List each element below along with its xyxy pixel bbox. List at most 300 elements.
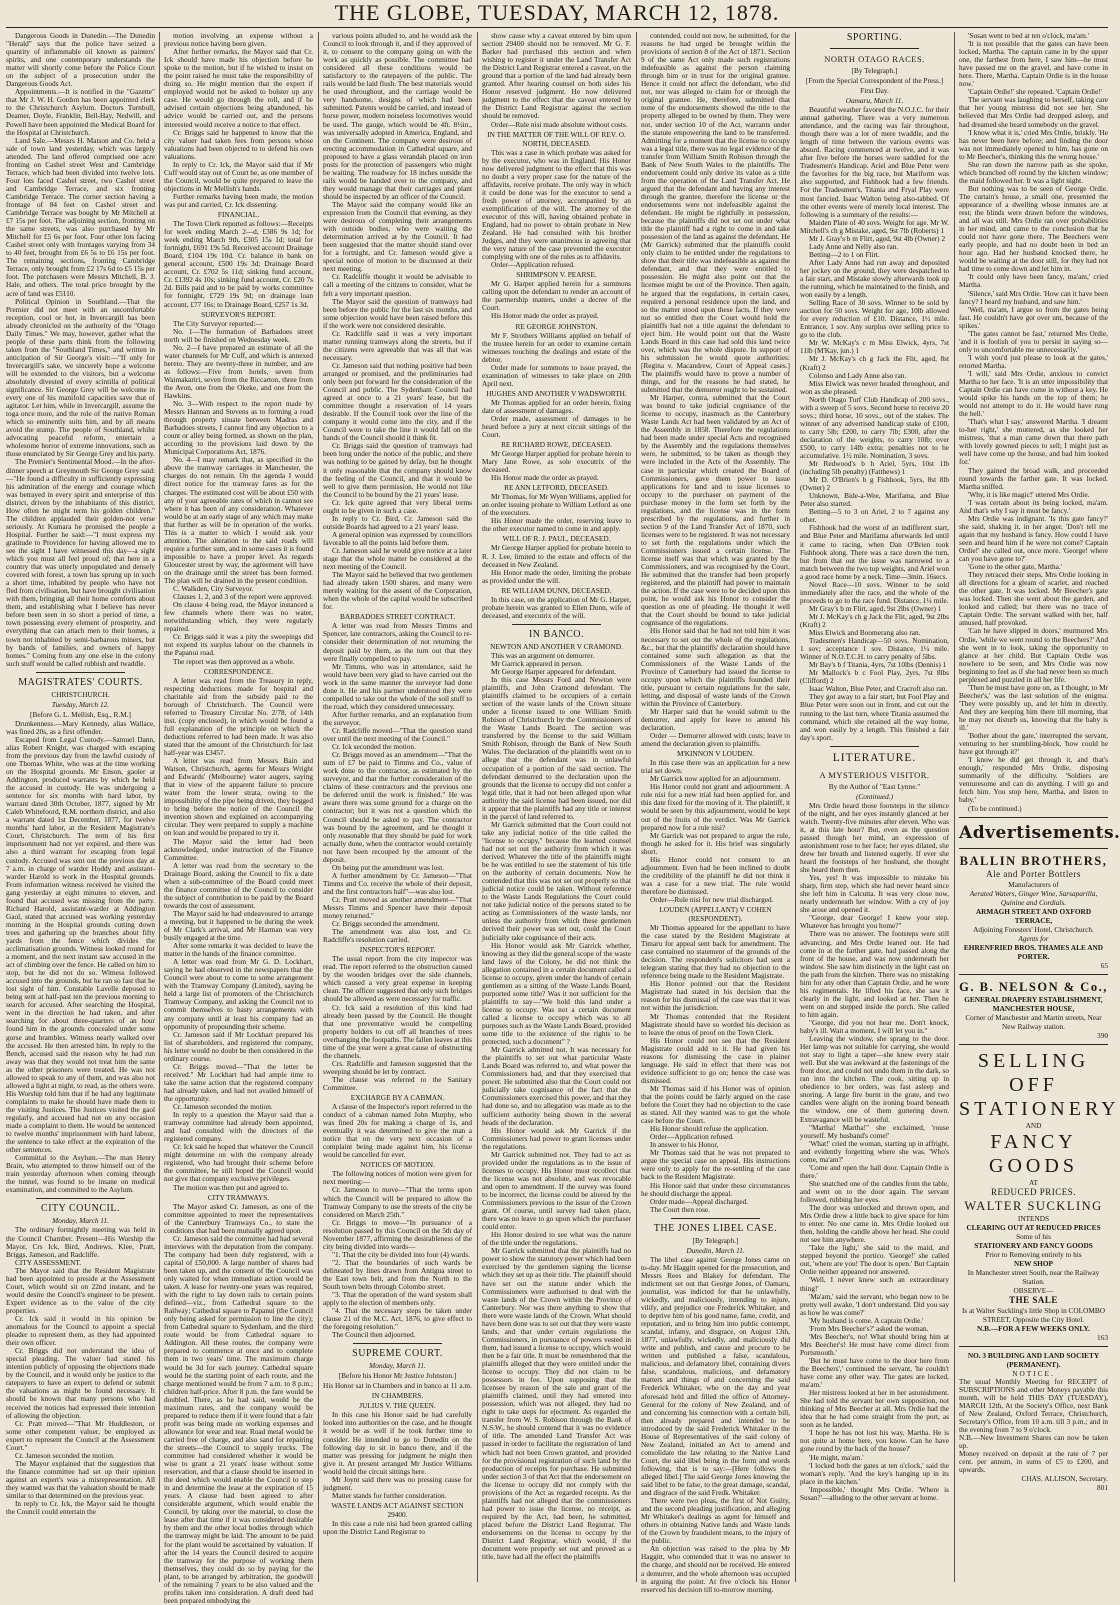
paragraph: Cr. Jameson seconded the motion. xyxy=(15,1450,115,1460)
paragraph: Cr. Briggs to move—"In pursuance of a resolution passed by this Council on the 5th day of November 1877, affirming the desirableness of the city being divided into wards— xyxy=(323,1217,472,1251)
paragraph: Cr. Radcliffe thought it would be advisable to call a meeting of the citizens to consider, what he felt a very important question. xyxy=(323,272,472,298)
section-subheading: CHRISTCHURCH. xyxy=(51,689,110,699)
paragraph: A further amendment by Cr. Jameson—"That Timms and Co. receive the whole of their deposit, and the first contractors half"—was also lost. xyxy=(323,870,472,896)
paragraph: In this case a rule nisi had been granted calling upon the District Land Registrar to xyxy=(323,1518,472,1536)
paragraph: Betting—5 to 3 on Ariel, 2 to 7 against any other. xyxy=(800,507,949,525)
paragraph: Cr. Radcliffe moved—"That the question stand over until the next meeting of the Council." xyxy=(323,725,472,744)
masthead-rule xyxy=(6,27,1108,28)
column-5 xyxy=(641,31,790,1594)
ad-line: In Manchester street South, near the Railway Station. xyxy=(967,1267,1100,1286)
paragraph: 'Well, I never knew such an extraordinary thing!' xyxy=(800,1275,949,1293)
paragraph: In this case his Honor said he had carefully looked into authorities on the case, and he thought it would be as well if he took further time to consider. He intended to go to Dunedin on the following day to sit in banco there, and if the matter was pressing for judgment he might then give it. At present arranged Mr Justice Williams would hold the circuit sittings here. xyxy=(323,1410,472,1476)
paragraph: Cr. Pratt moved as another amendment—"That Messrs Timms and Spencer have their deposit money returned." xyxy=(323,894,472,921)
paragraph: Miss Elwick was never headed throughout, and won as she pleased. xyxy=(800,378,949,396)
case-title: NEWTON AND ANOTHER V CRAMOND. xyxy=(490,641,623,651)
paragraph: Colonso and Lady Anne also ran. xyxy=(809,370,907,380)
column-1 xyxy=(6,32,155,1582)
section-date: Monday, March 11. xyxy=(369,1361,426,1371)
paragraph: Cr. Briggs moved—"That the letter be received." Mr Lockhart had had ample time to take the same action that the registered company had already taken, and had not availed himself of the opportunity. xyxy=(164,1061,313,1103)
ad-line: Corner of Manchester and Martin streets, Near New Railway station. xyxy=(965,1012,1102,1031)
paragraph: Drunkenness.—Mary Kennedy, alias Wallace, was fined 20s, as a first offender. xyxy=(6,718,155,736)
ad-line: OBSERVE— xyxy=(1013,1285,1054,1295)
paragraph: Mr J. McKay's ch g Jack the Flit, aged, 9st 2lbs (Kraft) 2 xyxy=(800,611,949,629)
paragraph: Mr Joynt said there was no pressing cause for judgment. xyxy=(323,1474,472,1492)
paragraph: Mr Garrick now applied for an adjournment. xyxy=(650,774,781,784)
column-7 xyxy=(959,31,1120,1582)
paragraph: Cr. Briggs said the question of tramways had been long under the notice of the public, and there was nothing to be gained by delay, but he thought it only reasonable that the company should know the feeling of the Council, and that it would be well to give them permission. He would not like the Council to be bound by the 21 years' lease. xyxy=(323,441,472,499)
case-title: RE WILLIAM DUNN, DECEASED. xyxy=(501,585,612,595)
paragraph: Mr Garrick appeared in person. xyxy=(491,658,583,668)
paragraph: In reply to Cr. Ick, the Mayor said he thought the Council could entertain the xyxy=(6,1499,155,1517)
ad-line: Manufacturers of xyxy=(1008,879,1059,889)
paragraph: She snatched one of the candles from the table, and went on to the door again. The servant followed, rubbing her eyes. xyxy=(800,1178,949,1204)
story-continued: (Continued.) xyxy=(855,791,894,801)
paragraph: show cause why a caveat entered by him upon section 29400 should not be removed. Mr G. F. Barker had purchased this section and when wishing to register it under the Land Transfer Act the District Land Registrar entered a caveat, on the ground that a portion of the land had already been granted. After hearing counsel on both sides his Honor reserved judgment. He now delivered judgment to the effect that the caveat entered by the District Land Registrar against the section should be removed. xyxy=(482,31,631,121)
paragraph: Cr. Briggs said he happened to know that the city valuer had taken fees from persons whose valuations had been objected to to defend his own valuations. xyxy=(164,127,313,161)
paragraph: Cr. Briggs moved as an amendment—"That the sum of £7 be paid to Timms and Co., value of work done to the contractor, as estimated by the surveyor, and that the further consideration of the claims of these contractors and the previous one be deferred until the work is finished." He was aware there was some ground for a charge on the contractor; but it was not a question which the Council should be asked to pay. The contractor was bound by the agreement, and he thought it only reasonable that they should be paid for work actually done, when the contractor would certainly not have been recouped by the amount of the deposit. xyxy=(323,750,472,864)
case-title: IN THE MATTER OF THE WILL OF REV. O. NORTH, DECEASED. xyxy=(487,129,626,148)
paragraph: His Honor would ask Mr Garrick if the Commissioners had power to grant licenses under the regulations. xyxy=(482,1125,631,1151)
column-rule xyxy=(477,32,478,1582)
paragraph: C. Walkden, City Surveyor. xyxy=(173,584,254,594)
paragraph: Crs. Radcliffe and Jameson suggested that the sweeping should be let by contract. xyxy=(323,1058,472,1076)
paragraph: 'Well, ma'am, I argue so from the gates being fast. He couldn't have got over um, because of the spikes.' xyxy=(959,304,1108,330)
paragraph: 'He might, ma'am.' xyxy=(809,1452,864,1462)
section-heading-jones-libel: THE JONES LIBEL CASE. xyxy=(653,1222,778,1234)
paragraph: The usual report from the city inspector was read. The report referred to the obstruction caused by the wooden bridges over the side channels, which caused a very great expense in keeping clean. The officer suggested that only such bridges should be allowed as were necessary for traffic. xyxy=(323,954,472,1004)
paragraph: Mr Gray's b m Flirt, aged, 9st 2lbs (Owner) 1 xyxy=(809,603,942,613)
paragraph: Mr Garrick was not prepared to argue the rule, though he asked for it. His brief was singularly short. xyxy=(641,830,790,856)
subsection-heading: INSPECTOR'S REPORT. xyxy=(359,945,436,955)
section-note: First Day. xyxy=(860,86,889,95)
paragraph: "3. That the operation of the ward system shall apply to the election of members only. xyxy=(323,1290,472,1308)
ad-line: EHRENFRIED BROS. THAMES ALE AND PORTER. xyxy=(963,942,1104,961)
paragraph: No. 2—I have prepared an estimate of all the water channels for Mr Cuff, and which is annexed hereto. They are twenty-three in number, and are as follows:—Five from hotels, seven from Waimakariri, seven from the Riccarton, three from the Avon, one from the Okeke, and one from the Hawkins. xyxy=(164,342,313,400)
paragraph: Mr Thomas applied for an order herein, fixing date of assessment of damages. xyxy=(482,397,631,415)
paragraph: The ordinary fortnightly meeting was held in the Council Chamber. Present—His Worship the Mayor, Crs Ick, Bird, Andrews, Klee, Pratt, Briggs, Jameson, and Radcliffe. xyxy=(6,1225,155,1259)
paragraph: 'It is not possible that the gates can have been locked, Martha. The captain came in by the upper one, the farthest from here, I saw him—he must have passed me on the gravel, and have come in here. There, Martha. Captain Ordie is in the house now.' xyxy=(959,39,1108,89)
ad-selling-off-stationery xyxy=(959,1049,1120,1342)
subsection-heading: NOTICES OF MOTION. xyxy=(360,1160,435,1170)
paragraph: No. 4—I may remark that, as specified in the above the tramway carriages in Manchester, the charges do not remain. On the agenda I would direct notice for the tramway fares as for the charges. The estimated cost will be about £50 with any of your agreeable rates of which in cannot see where it has been of any consideration. Whatever would be at an early stage of any which may make that further as will be in operation of the works. This is a matter to which I would ask your attention. The alteration to the said roads will require a further sum, and in some cases it is found impossible to have a proper level. As regards Gloucester street by way, the agreement will have on the drainage until the street has been formed. The plan will be drained in the present condition. xyxy=(164,455,313,586)
ad-line: WALTER SUCKLING xyxy=(964,1198,1103,1213)
paragraph: The report was then approved as a whole. xyxy=(173,656,295,666)
case-title: M'KINNON V LOUDEN. xyxy=(676,749,755,759)
paragraph: After Lady Anne had run away and deposited her jockey on the ground, they were despatched to a fair start, and Mistake slowly afterwards took up the running, which he maintained to the finish, and won easily by a length. xyxy=(800,257,949,300)
paragraph: Miss Elwick and Boomerang also ran. xyxy=(809,628,921,638)
paragraph: No. 1—The formation of Barbadoes street north will be finished on Wednesday week. xyxy=(164,326,313,344)
paragraph: His Honor said that under these circumstances he should discharge the appeal. xyxy=(641,1180,790,1198)
paragraph: 'Bother about the gate,' interrupted the servant, venturing to her stumbling-block, 'how could he have got through it?' xyxy=(959,731,1108,757)
ad-line: REDUCED PRICES. xyxy=(990,1186,1076,1197)
paragraph: The following notices of motion were given for next meeting:— xyxy=(323,1169,472,1187)
paragraph: No. 3—With respect to the report made by Messrs Hannan and Stevens as to forming a road through property situate between Madras and Barbadoes streets, I cannot find any objection to a count or alley being formed, as shown on the plan, according to the provisions laid down by the Municipal Corporations Act, 1876. xyxy=(164,399,313,457)
paragraph: His Honor could not grant and adjournment. A rule nisi for a new trial had been applied for, and this date fixed for the moving of it. The plaintiff, it would be seen by this adjournment, would be kept out of the fruits of the verdict. Was Mr Garrick prepared now for a rule nisi? xyxy=(641,782,790,832)
section-heading-city-council: CITY COUNCIL. xyxy=(41,1203,120,1215)
paragraph: Mr Redwood's b h Ariel, 5yrs, 10st 1lb (including 5lb penalty) (Fatthews) 1 xyxy=(800,459,949,477)
paragraph: His Honor could not see that the Resident Magistrate could add to it. He had given his reasons for dismissing the case in plainer language. He said in effect that there was not evidence sufficient to go on; hence the case was dismissed. xyxy=(641,1035,790,1085)
paragraph: Cr. Ick quite agreed that very liberal terms ought to be given in such a case. xyxy=(323,497,472,515)
paragraph: 'My husband is come. A captain Ordie.' xyxy=(809,1315,924,1325)
ad-line: Some of his xyxy=(1016,1231,1051,1241)
paragraph: Mr J. Gray's b m Flirt, aged, 9st 4lb (Owner) 2 xyxy=(809,233,946,243)
ad-title: G. B. NELSON & Co., xyxy=(959,979,1108,994)
ad-line: NOTICE. xyxy=(1012,1368,1055,1378)
ad-line: N.B.—FOR A FEW WEEKS ONLY. xyxy=(977,1323,1090,1333)
ad-nelson-co xyxy=(959,979,1108,1040)
subsection-heading: CITY TRAMWAYS. xyxy=(207,1192,270,1202)
ad-line: NEW SHOP xyxy=(1014,1258,1053,1268)
paragraph: Dangerous Goods in Dunedin.—The Dunedin "Herald" says that the police have seized a quantity of inflammable oil known as painters' spirits, and one contemporary understands the matter will shortly come before the Police Court on the subject of a prosecution under the Dangerous Goods Act. xyxy=(6,31,155,89)
ad-line: Aerated Waters, Ginger Wine, Sarsaparilla, Quinine and Cordials. xyxy=(969,888,1098,907)
paragraph: 'Ma'am,' said the servant, who began now to be pretty well awake, 'I don't understand. Did you say as how he was come?' xyxy=(800,1291,949,1317)
paragraph: This was an argument on demurrer. xyxy=(491,650,595,660)
paragraph: On being put the amendment was lost. xyxy=(332,862,445,872)
paragraph: His Honor would ask Mr Garrick whether, knowing as they did the general scope of the waste land laws of the Colony, he did not think the allegation contained in a certain document called a license to occupy, given under the hands of certain gentlemen as a sitting of the Waste Lands Board, purported some title? Was it not sufficient for the plaintiffs to say—"We hold this land under a license to occupy. Was not a certain document called a license to occupy which was to all purposes such as the Waste Lands Board, provided some title to the existence of the rights to be protected, such a document" ? xyxy=(482,940,631,1047)
case-title: WASTE LANDS ACT AGAINST SECTION 29400. xyxy=(331,1500,464,1519)
paragraph: Mr Thomas said if his Honor was of opinion that the points could be fairly argued on the case before the Court they had no objection to the case as stated. All they wanted was to get the whole case before the Court. xyxy=(641,1083,790,1126)
paragraph: 'Impossible,' thought Mrs Ordie. 'Where is Susan?'—alluding to the other servant at home. xyxy=(800,1484,949,1502)
paragraph: 'Captain Ordie!' she repeated. 'Captain Ordie!' xyxy=(968,87,1103,97)
ad-line: ARMAGH STREET AND OXFORD TERRACE, xyxy=(975,906,1092,925)
paragraph: Mr Thomas appeared for the appellant to have the case stated by the Resident Magistrate at Timaru for appeal sent back for amendment. The case contained no statement of the grounds of the decision. The respondent's solicitors had sent a telegram stating that they had no objection to the reference being made to the Resident Magistrate. xyxy=(641,923,790,981)
case-title: JULIUS V. THE QUEEN. xyxy=(359,1401,436,1411)
paragraph: The clause was referred to the Sanitary Committee. xyxy=(323,1074,472,1092)
paragraph: Yes, yes! It was impossible to mistake his sharp, firm step, which she had never heard since she left him in Calcutta. It was very close now, nearly underneath her window. With a cry of joy she arose and opened it. xyxy=(800,873,949,915)
paragraph: 'Take the light,' she said to the maid, and stepped beyond the portico. 'George!' she called out, 'where are you! The door is open.' But Captain Ordie neither appeared nor answered. xyxy=(800,1243,950,1277)
paragraph: Cr. Jameson seconded the motion. xyxy=(173,1102,273,1112)
paragraph: 'Then he must have gone on, as I thought, to Mr Beecher's,' was the last solution of the enigma. 'They were possibly up, and let him in directly. And they are keeping him there till morning, that he may not disturb us, knowing that the baby is ill.' xyxy=(959,682,1108,733)
section-date: Tuesday, March 12. xyxy=(51,699,110,709)
paragraph: They got away to a fair start, but Fool Play and Blue Peter were soon out in front, and cut out the running to the last turn, where Titania assumed the command, which she retained all the way home, and won easily by a length. This finished a fair day's sport. xyxy=(800,692,949,742)
paragraph: The Mayor said the company would like an expression from the Council that evening, as they were desirous of completing their arrangements with outside bodies, who were waiting the determination arrived at by the Council. It had been suggested that the matter should stand over for a fortnight, and Cr. Jameson would give a special notice of motion to be discussed at their next meeting. xyxy=(323,199,472,274)
paragraph: His Honor said that he had not told him it was necessary to set out the whole of the regulations, &c., but that the plaintiffs' declaration should have contained some such allegation as that the Commissioners of the Waste Lands of the Province of Canterbury had issued the license to occupy upon which the plaintiffs founded their title, pursuant to certain regulations for the sale, letting, and disposal of waste lands of the Crown within the Province of Canterbury. xyxy=(641,626,790,708)
paragraph: Mr Garrick submitted that the Court could not take any judicial notice of the title called the "license to occupy," because the learned counsel had not set out the authority from which it was derived. Whatever the title of the plaintiffs might be he was entitled to see the statement of his title on the authority of certain documents. Now he contended that this was not set out properly so that judicial notice could be taken. Without reference to the Waste Lands Regulations the Court could not take judicial notice of the persons stated to be acting as Commissioners of the waste lands, nor unless the authority from which these gentlemen derived their power was set out, could the Court judicially take cognisance of their acts. xyxy=(482,819,631,942)
paragraph: His Honor made the order, reserving leave to the other executor named to come in and apply. xyxy=(482,516,631,534)
paragraph: 'I hope he has not lost his way, Martha. He is not quite at home here, you know. Can he have gone round by the back of the house?' xyxy=(800,1428,949,1454)
paragraph: The Town Clerk reported as follows:—Receipts for week ending March 2—d, £386 9s 1d; for week ending March 9th, £305 15s 1d; total for fortnight, £691 19s 5d. Received account Drainage Board, £104 19s 10d. Cr. balance in bank on general account, £500 19s 3d; Drainage Board account, Cr. £702 5s 11d; sinking fund account, Cr. £1392 4s 10s; sinking fund account, Cr. £20 7s 2d. Bills paid and to be paid by works committee for fortnight, £729 19s 9d; on drainage loan account, £77 16s; to Drainage Board, £257 1s 3d. xyxy=(164,219,313,309)
column-6 xyxy=(800,32,949,1582)
paragraph: 'Why, it is like magic!' uttered Mrs Ordie. xyxy=(968,489,1090,499)
paragraph: 'I locked both the gates at ten o'clock,' said the woman's reply. 'And the key's hanging up in its place in the kitchen.' xyxy=(800,1460,949,1486)
paragraph: Committal to the Asylum.—The man Henry Brain, who attempted to throw himself out of the train yesterday afternoon when coming through the tunnel, was found to be insane on medical examination, and committed to the Asylum. xyxy=(6,1153,155,1195)
ad-line: STATIONERY AND FANCY GOODS xyxy=(974,1240,1093,1250)
paragraph: His Honor made the order as prayed. xyxy=(491,473,599,483)
paragraph: Mr Bay's b f Titania, 4yrs, 7st 10lbs (Dennis) 1 xyxy=(809,660,947,670)
paragraph: The motion was then put and agreed to. xyxy=(173,1182,289,1192)
ad-line: AT xyxy=(1029,1177,1038,1187)
paragraph: 'I know he did get through it, and that's enough,' responded Mrs Ordie, disposing summarily of the difficulty. 'Soldiers are venturesome and can do anything. I will go and fetch him. You stop here, Martha, and listen to baby.' xyxy=(959,755,1108,805)
paragraph: various points alluded to, and he would ask the Council to look through it, and if they approved of it, to consent to the company going on with the work as quickly as possible. The committee had considered all these conditions would be satisfactory to the ratepayers of the public. The rails would be laid flush. The best materials would be used throughout, and the carriage would be very handsome, designs of which had been submitted. Patents would be carried, and instead of horse power, modern noiseless locomotives would be used. The gauge, which would be 4ft. 8½in., was universally adopted in America, England, and on the Continent. The company were desirous of erecting accommodation in Cathedral square, and proposed to have a glass verandah placed on iron posts for the protection of passengers who might be waiting. The roadway for 18 inches outside the rails would be handed over to the company, and they would manage that their carriages and plant should be inspected by an officer of the Council. xyxy=(323,31,472,201)
paragraph: A letter was read from the secretary to the Drainage Board, asking the Council to fix a date when a sub-committee of the Board could meet the finance committee of the Council to consider the subject of contribution to be paid by the Board towards the cost of assessment. xyxy=(164,860,313,910)
paragraph: Mr Harper said that he would submit to the demurrer, and apply for leave to amend his declaration. xyxy=(641,706,790,733)
paragraph: Cr. Jameson said the committee had had several interviews with the deputation from the company. The company had been duly registered, with a capital of £50,000. A large number of shares had been taken up, and the consent of the Council was only waited for when immediate action would be taken. A lease for twenty-one years was required, with the right to lay down rails to certain points defined—viz., from Cathedral square to the Railway; Cathedral square to Papanui (the Council only being asked for permission to line the city); from Cathedral square to Sydenham, and the third route would be from Cathedral square to Addington. All these routes, the company were prepared to commence at once and to complete them in two years' time. The maximum charge would be 3d for each journey. Cathedral square would be the starting point of each route, and the charge mentioned would be from 7 a.m. to 8 p.m.; children half-price. After 8 p.m. the fare would be doubled. There, as he had said, would be the maximum rates, and the company would be prepared to reduce them if it were found that a fair profit was being made on working expenses and allowance for wear and tear. Road metal would be carried free of charge, and also sand for repairing the streets—the Council to supply trucks. The committee had considered whether it would be wise to grant a 21 years' lease without some reservation, and that a clause should be inserted in the deed which would enable the Council to step in and determine the lease at the expiration of 15 years. A clause had been agreed to after considerable argument, which would enable the Council, by taking over the material, to close the lease after that time if it was considered desirable by them and the other local bodies through which the tramway might be laid. The amount to be paid for the plant would be ascertained by valuation. If after the 14 years the Council desired to acquire the tramway for the purpose of working them themselves, they could do so by paying for the plant, to be arranged by arbitration, the goodwill of the remaining 7 years to be also valued and the profits taken into consideration. A draft deed had been prepared embodying the xyxy=(164,1233,313,1605)
section-note: [From the Special Correspondent of the Press.] xyxy=(805,76,944,85)
paragraph: Cr. Jameson to move—"That the terms upon which the Council will be prepared to allow the Tramway Company to use the streets of the city be considered on March 25th." xyxy=(323,1185,472,1219)
paragraph: Order—Rule nisi made absolute without costs. xyxy=(491,119,628,129)
column-2 xyxy=(164,31,313,1605)
paragraph: Cr. Briggs seconded the amendment. xyxy=(332,919,440,929)
paragraph: A letter was read from the Treasury in reply, respecting deductions made for hospital and charitable aid from the subsidy paid to the borough of Christchurch. The Council were referred to Treasury Circular No. 2/78, of 14th inst. (copy enclosed), in which would be found a full explanation of the principle on which the deductions referred to had been made. It was also stated that the amount of the Christchurch for last half-year was £3457. xyxy=(164,675,313,757)
paragraph: 'It could only have been fancy, ma'am,' cried Martha. xyxy=(959,272,1108,290)
paragraph: Mr Timms, who was in attendance, said he would have been very glad to have carried out the work in the same manner the surveyor had done done it. He and his partner understood they were compelled to take out the whole of the soil stuff to the road, which they considered unnecessary. xyxy=(323,661,472,711)
paragraph: They gained the broad walk, and proceeded round towards the farther gate. It was locked. Martha sniffed. xyxy=(959,465,1108,491)
paragraph: "1. That the city be divided into four (4) wards. xyxy=(332,1249,471,1259)
paragraph: Cr. Jameson said if Mr Lockhart prepared his list of shareholders, and registered the company, his letter would no doubt be then considered in the ordinary course. xyxy=(164,1029,313,1063)
paragraph: Mr F. Strothers Williams applied on behalf of the trustee herein for an order to examine certain witnesses touching the dealings and estate of the debtor. xyxy=(482,330,631,364)
ad-signature: CHAS. ALLISON, Secretary. xyxy=(1021,1474,1108,1484)
paragraph: Betting—2 to 1 on Flirt. xyxy=(809,249,880,259)
ad-line: AND xyxy=(1025,1120,1042,1130)
ad-line: Prior to Removing entirely to his xyxy=(985,1249,1082,1259)
paragraph: A letter was read from Messrs Timms and Spencer, late contractors, asking the Council to re-consider their determination of not returning the deposit paid by them, as the turn out that they were finally compelled to pay. xyxy=(323,621,472,663)
paragraph: Mr D. O'Brien's b g Fishhook, 5yrs, 8st 8lb (Owner) 2 xyxy=(800,475,949,493)
paragraph: His Honor made the order, limiting the probate as provided under the will. xyxy=(482,567,631,585)
ad-number: 65 xyxy=(1100,960,1108,970)
ad-subtitle: Ale and Porter Bottlers xyxy=(986,868,1081,879)
paragraph: There was no answer. The footsteps were still advancing, and Mrs Ordie leaned out. He had come in at the farther gate, had passed along the front of the house, and was now underneath her window. She saw him distinctly in the light cast on the path from the kitchen. There was no mistaking him for any other than Captain Ordie, and he wore his regimentals. He lifted his face, she saw it clearly in the light, and looked at her. Then he went on and stepped inside the porch. She called to him again. xyxy=(800,929,949,1019)
paragraph: 'Silence,' said Mrs Ordie. 'How can it have been fancy? I heard my husband, and saw him.' xyxy=(959,288,1108,306)
paragraph: But nothing was to be seen of George Ordie. The curtain's house, a small one, presented the appearance of a dwelling whose inmates are at rest; the blinds were drawn before the windows, and all was still. Mrs Ordie ran over probabilities in her mind, and came to the conclusion that he could not have gone there. The Beechers were early people, and had no doubt been in bed an hour ago. Had her husband knocked there, he would be waiting at the door still, for they had not had time to come down and let him in. xyxy=(959,183,1108,274)
paragraph: The Mayor said he believed that two gentlemen had already taken 1500 shares, and many were merely waiting for the assent of the Corporation, when the whole of the capital would be subscribed for. xyxy=(323,570,472,612)
paragraph: Order—Application refused. xyxy=(650,1132,734,1142)
paragraph: Mr W. McKay's c m Miss Elwick, 4yrs, 7st 11lb (M'Kay, jun.) 1 xyxy=(800,338,949,356)
case-title: HUGHES AND ANOTHER V WADSWORTH. xyxy=(486,388,627,398)
story-title: A MYSTERIOUS VISITOR. xyxy=(819,769,930,780)
paragraph: Land Sale.—Messrs H. Matson and Co. held a sale of town land yesterday, which was largely attended. The land offered comprised one acre fronting on Cashel street West and Cambridge Terrace, which had been divided into twelve lots. Four lots faced Cashel street, two Cashel street and Cambridge Terrace, and six fronting Cambridge Terrace. The corner section having a frontage of 84 feet on Cashel street and Cambridge Terrace was bought by Mr Mitchell at £7 15s per foot. The adjoining section, fronting on the same streets, was also purchased by Mr Mitchell for £5 6s per foot. Four other lots facing Cashel street only with frontages varying from 34 to 40 feet, brought from £6 5s to £6 15s per foot. The remaining sections, fronting Cambridge Terrace, only brought from £2 17s 6d to £5 15s per foot. The purchasers were Messrs Mitchell, B. J. Hale, and others. The total price brought by the acre of land was £5110. xyxy=(6,135,155,298)
paragraph: The servant was laughing to herself, taking care that her young mistress did not see her. She believed that Mrs Ordie had dropped asleep, and had dreamed she heard somebody on the gravel. xyxy=(959,95,1108,129)
ad-line: Agents for xyxy=(1018,933,1049,943)
paragraph: Escaped from Legal Custody.—Samuel Dann, alias Robert Knight, was charged with escaping from the previous day from the lawful custody of one Thomas White, who was at the time working on the Hospital grounds. Mr Enson, gaoler at Addington, produced warrants by which he held the accused in custody. He was undergoing a sentence for six months with hard labor, by warrant dated 30th October, 1877, signed by Mr Caleb Whitefoord, R.M. northern district, and also a warrant dated 1st December, 1877, for twelve months' hard labor, at the Resident Magistrate's Court, Christchurch. The term of his first imprisonment had not yet expired, and there was also a third warrant for escaping from legal custody. Accused was sent out the previous day at 7 a.m. in charge of warder Hoddy and assistant-warder Harold to work in the Hospital grounds. From information witness received he visited the gang yesterday at eight minutes to eleven, and found that accused was missing from the party. Richard Harold, assistant-warder at Addington Gaol, stated that accused was working yesterday morning in the Hospital grounds cutting down trees and gathering up the branches about fifty yards from the fence which divides the acclimatisation grounds. Witness looked round for a moment, and the next instant saw accused in the act of climbing over the fence. He called on him to stop, but he did not do so. Witness followed accused into the grounds, but he ran so fast that he lost sight of him. Constable Lavelle deposed to being sent at half-past ten the previous morning to search for accused. After searching the Hospital, went in the direction he had taken, and after searching for about three-quarters of an hour found him in the grounds concealed under some gorse and brambles. Witness nearly walked over the accused. He then arrested him. In reply to the Bench, accused said the reason why he had run away was that they would not treat him the same as the other prisoners were treated. He was not allowed to speak to any of them, and was also not allowed a light at night, to read, as the others were. His Worship told him that if he had any legitimate complaints to make he should have made them to the visiting Justices. The Justices visited the gaol regularly, and accused had not on any occasion made a complaint to them. He would be sentenced to twelve months' imprisonment with hard labour, the sentence to take effect at the expiration of the other sentences. xyxy=(6,734,155,1155)
paragraph: A general opinion was expressed by councillors favorable to all the points laid before them. xyxy=(323,529,472,547)
paragraph: 'Come and open the hall door. Captain Ordie is there.' xyxy=(800,1162,949,1180)
paragraph: The Mayor said the question of tramways had been before the public for the last six months, and some objection would have been raised before this if the work were not considered desirable. xyxy=(323,296,472,330)
paragraph: Cr. Ick said he hoped that whatever the Council might determine on with the company already registered, who had brought their scheme before the committee, he still hoped the Council would not give that company exclusive privileges. xyxy=(164,1142,313,1184)
ad-title: SELLING OFF xyxy=(977,1049,1090,1096)
paragraph: In this case there was an application for a new trial set down. xyxy=(641,758,790,776)
paragraph: Order—Rule nisi for new trial discharged. xyxy=(650,894,774,904)
ad-line: INTENDS xyxy=(1017,1213,1050,1223)
paragraph: The Mayor explained that the suggestion that the finance committee had set up their opinion against an expert's was a misrepresentation. All they wanted was that the valuation should be made similar to that determined on the previous year. xyxy=(6,1458,155,1501)
case-title: RE ANN LETFORD, DECEASED. xyxy=(504,483,609,493)
paragraph: "George, dear George! I knew your step. Whatever has brought you home?" xyxy=(800,913,949,931)
subsection-heading: CORRESPONDENCE. xyxy=(203,666,274,676)
column-rule xyxy=(318,32,319,1582)
ad-number: 390 xyxy=(1097,1030,1108,1040)
paragraph: CITY ASSESSMENT. xyxy=(15,1257,82,1267)
ad-title: FANCY GOODS xyxy=(989,1130,1078,1177)
paragraph: A letter was read from Mr G. D. Lockhart, saying he had observed in the newspapers that the Council were about to come to some arrangement with the Tramway Company (Limited), saying he held a large list of promoters of the Christchurch Tramway Company, and asking the Council not to commit themselves to hasty arrangements with any company until at least his company had an opportunity of propounding their scheme. xyxy=(164,957,313,1031)
paragraph: 'Can he have slipped in doors,' murmured Mrs Ordie, 'while we went round to the Beechers?' And she went in to look, taking the opportunity to glance at her child. But Captain Ordie was nowhere to be seen, and Mrs Ordie was now beginning to feel as if she had never been so much perplexed and puzzled in all her life. xyxy=(959,626,1108,684)
section-note: [Before his Honor Mr Justice Johnston.] xyxy=(338,1371,457,1381)
paragraph: Mr Garrick admitted not. It was necessary for the plaintiffs to set out what particular Waste Lands Board was referred to, and what power the Commissioners had, and that they exercised that power. He submitted also that the Court could not judicially take cognisance of the fact that the Commissioners exercised this power, and that they had done so, and no allegation was made as to the sufficient authority being shown in the several heads of the declaration. xyxy=(482,1045,631,1127)
paragraph: An objection was raised to the plea by Mr Haggitt, who contended that it was no answer to the charge, and should not be received. He entered a demurrer, and the whole afternoon was occupied in arguing the point. At five o'clock his Honor reserved his decision till to-morrow morning. xyxy=(641,1544,790,1594)
case-title: WILL OF R. J. PAUL, DECEASED. xyxy=(502,534,611,544)
paragraph: Cr. Ick seconded the motion. xyxy=(332,742,416,752)
paragraph: Unknown, Bide-a-Wee, Marifama, and Blue Peter also started. xyxy=(800,491,949,509)
case-title: RE GEORGE JOHNSTON. xyxy=(515,321,598,331)
paragraph: (To be continued.) xyxy=(968,803,1022,813)
paragraph: Maiden Plate of 40 sovs. Weight for age. Mr W. Mitchell's ch g Mistake, aged, 9st 7lb (Roberts) 1 xyxy=(800,217,949,235)
case-title: LOUDEN (APPELLANT) V COHEN (RESPONDENT). xyxy=(659,905,772,924)
subsection-heading: IN CHAMBERS. xyxy=(371,1391,424,1401)
paragraph: A letter was read from Messrs Bain and Watson, Christchurch, agents for Messrs Wright and Edwards' (Melbourne) water augers, saying that in view of the apparent failure to procure water from the lower strata, owing to the impossibility of the pipe being driven, they begged to bring before the notice of the Council the invention shown and explained on accompanying circular. They were prepared to supply a machine on loan and would be prepared to try it. xyxy=(164,756,313,838)
section-date: Dunedin, March 11. xyxy=(686,1245,745,1255)
paragraph: Mr Mallock's b c Fool Play, 2yrs, 7st 8lbs (Clifford) 2 xyxy=(800,668,949,686)
paragraph: Mr George Harper appeared for defendant. xyxy=(491,666,617,676)
paragraph: Further remarks having been made, the motion was put and carried, Cr. Ick dissenting. xyxy=(164,191,313,209)
paragraph: There were two pleas, the first of Not Guilty, and the second pleading justification, and alleging Mr Whitaker's dealings as agent for himself and others in obtaining Native lands and Waste lands of the Crown by fraudulent means, to the injury of the public. xyxy=(641,1496,790,1546)
paragraph: His Honor pointed out that the Resident Magistrate had stated in his decision that the reason for his dismissal of the case was that it was not within the jurisdiction. xyxy=(641,979,790,1013)
ad-line: Is at Walter Suckling's little Shop in COLOMBO STREET, Opposite the City Hotel. xyxy=(961,1305,1106,1324)
section-heading-supreme-court: SUPREME COURT. xyxy=(352,1348,443,1360)
paragraph: The Council then adjourned. xyxy=(332,1330,416,1340)
section-heading-sporting: SPORTING. xyxy=(846,32,903,43)
paragraph: 'Susan went to bed at ten o'clock, ma'am.' xyxy=(968,31,1089,40)
paragraph: After further remarks, and an explanation from the surveyor, xyxy=(323,709,472,727)
paragraph: In reply to a question the Mayor said that a tramway committee had already been appointed, and had consulted with the directors of the registered company. xyxy=(164,1110,313,1144)
paragraph: 'From Mrs Beecher's?' asked the woman. xyxy=(809,1323,929,1333)
paragraph: Her mistress looked at her in her astonishment. She had told the servant her own supposition, not thinking of Mrs Beecher at all. Mrs Ordie had the idea that he had come straight from the port, as soon as he landed. xyxy=(800,1388,949,1430)
section-note: His Honor sat in Chambers and in banco at 11 a.m. xyxy=(323,1381,472,1391)
paragraph: The Mayor said the letter had been acknowledged, under instruction of the Finance Committee. xyxy=(164,836,313,862)
column-rule xyxy=(159,32,160,1582)
paragraph: contended, could not now, he submitted, for the reasons he had urged be brought within the provisions of section 8 of the Act of 1871. Section 9 of the same Act only made such registrations indefeasible as against the person claiming through him or in trust for the original grantee. Hence it could not affect the defendant, who did not, nor was alleged to claim for or through the original grantee. He, therefore, submitted that none of the endorsements showed the title to the property alleged to be owned by them. They were not, under section 10 of the Act, warrants under the statute empowering the land to be transferred. Admitting for a moment that the license to occupy was a legal title, there was no legal evidence of the transfer from William Smith Robison through the Bank of New South Wales to the plaintiffs. The endorsement could only derive its value as a title from the operation of the Land Transfer Act. He argued that the defendant and having any interest through the grantee, therefore the license or the endorsements were not indefeasible against the defendant. He might be rightfully in possession, because the plaintiffs did not set out under what title the plaintiff had a right to come in and take possession of the land as against the defendant. He (Mr Garrick) submitted that the plaintiffs could only claim to be entitled under the regulations to show that their title was indefeasible as against the defendant, and that they were entitled to possession. He might also point out that the licensee might be out of the Province. Then again, he argued that the regulations, in certain cases, required a personal residence upon the land, and so the matter stood upon these facts. If they were not so entitled then the Court would hold the plaintiffs had not a title against the defendant to eject him. He would point out that the Waste Lands Board in this case had sold this land twice over, which was the whole dispute. In support of his submission he would quote authorities: [Regina v. Macandrew, Court of Appeal cases.] The plaintiffs would have to prove a number of things, and for the reasons he had stated, he submitted that the demurrer ought to be sustained. xyxy=(641,31,790,395)
paragraph: She ran down the narrow path as she spoke, which branched off round by the kitchen window; the maid followed her. It was a light night. xyxy=(959,159,1108,185)
ad-body: The usual Monthly Meeting for RECEIPT of SUBSCRIPTIONS and other Moneys payable this month, will be held THIS DAY (TUESDAY), MARCH 12th, At the Society's Office, next Bank of New Zealand, Oxford Terrace, Christchurch, Secretary's Office, from 10 a.m. till 3 p.m.; and in the evening from 7 to 9 o'clock. xyxy=(959,1376,1108,1434)
paragraph: Order—Application refused. xyxy=(491,260,575,270)
column-4 xyxy=(482,32,631,1582)
column-3 xyxy=(323,32,472,1582)
paragraph: Cr. Jameson said that nothing positive had been arranged or promised, and the preliminaries had only been put forward for the consideration of the Council and public. The Sydenham Council had agreed at once to a 21 years' lease, but the committee thought a reservation of 14 years desirable. If the Council took over the line of the company it would come into the city, and if the Council were to take the line it would fall on the hands of the Council should it think fit. xyxy=(323,360,472,443)
paragraph: Order made for summons to issue prayed, the examination of witnesses to take place on 20th April next. xyxy=(482,362,631,388)
paragraph: Order — Demurrer allowed with costs; leave to amend the declaration given to plaintiffs. xyxy=(641,731,790,749)
paragraph: In this case, on the application of Mr G. Harper, probate herein was granted to Ellen Dunn, wife of deceased, and executrix of the will. xyxy=(482,594,631,620)
paragraph: 'That's what I say,' answered Martha. 'I dreamt to-her right,' she muttered, as she looked her mistress, 'that a man came down that there path with lovely gowned pieces to sell; I might just as well have come up the house, and bad him looked for.' xyxy=(959,417,1108,467)
paragraph: The Mayor said that the Resident Magistrate had been appointed to preside at the Assessment Court, which would sit on 22nd instant, and he would desire the Council's engineer to be present. Expert evidence as to the value of the city properties. xyxy=(6,1265,155,1315)
paragraph: Mr Thomas said that he was not prepared to argue the special case on appeal. His instructions were only to apply for the re-settling of the case back to the Resident Magistrate. xyxy=(641,1148,790,1182)
paragraph: motion involving an expense without a previous notice having been given. xyxy=(164,31,313,49)
section-note: [Before G. L. Mellish, Esq., R.M.] xyxy=(30,709,131,719)
subsection-heading: FINANCIAL. xyxy=(217,210,260,220)
paragraph: Mrs Ordie heard those footsteps in the silence of the night, and her eyes instantly glanced at her watch. Twenty-five minutes after eleven. Who was it, at this late hour? But, even as the question passed though her mind, an expression of astonishment rose to her face; her eyes dilated, she drew her breath and listened eagerly. If ever she heard the footsteps of her husband, she thought she heard them then. xyxy=(800,800,949,875)
paragraph: Selling Race of 30 sovs. Winner to be sold by auction for 50 sovs. Weight for age, 10lb allowed for every reduction of £10. Distance, 1½ mile. Entrance, 1 sov. Any surplus over selling price to go to the club. xyxy=(800,298,949,340)
ad-body: Money received on deposit at the rate of 7 per cent. per annum, in sums of £5 to £200, and upwards. xyxy=(959,1448,1108,1475)
paragraph: Cr. Briggs said it was a pity the sweepings did not expend its surplus labour on the channels in the Papanui road. xyxy=(164,632,313,658)
ad-title: NO. 3 BUILDING AND LAND SOCIETY (PERMANENT). xyxy=(967,1350,1100,1369)
paragraph: Mr George Harper applied for probate herein to R. J. Lee, limited to the estate and effects of the deceased in New Zealand. xyxy=(482,543,631,569)
paragraph: The City Surveyor reported:— xyxy=(173,318,263,328)
case-title: SHRIMPSON V. PEARSE. xyxy=(516,270,597,280)
section-note: [By Telegraph.] xyxy=(692,1235,739,1245)
paragraph: "George, did you not hear me. Don't knock, baby's ill. Wait a moment, I will let you in." xyxy=(800,1017,949,1036)
paragraph: The amendment was also lost, and Cr. Radcliffe's resolution carried. xyxy=(323,927,472,945)
ad-line: CLEARING OUT AT REDUCED PRICES xyxy=(966,1222,1101,1232)
subsection-heading: SURVEYOR'S REPORT. xyxy=(201,309,276,319)
paragraph: "Martha! Martha!" she exclaimed, 'rouse yourself. My husband's come!' xyxy=(800,1122,949,1140)
paragraph: Mr G. Harper applied herein for a summons calling upon the defendant to render an account of the partnership matters, under a decree of the Court. xyxy=(482,279,631,313)
paragraph: His Honor made the order as prayed. xyxy=(491,311,599,321)
paragraph: They retraced their steps, Mrs Ordie looking in all directions for a gleam of scarlet, and reached the other gate. It was locked. Mr Beecher's gate was locked. Then she went about the garden, and looked and called; but there was no trace of Captain Ordie. The servant walked with her, half amused, half provoked. xyxy=(959,570,1108,628)
paragraph: 'I wish you'd just please to look at the gates,' retorted Martha. xyxy=(959,352,1108,370)
paragraph: The Mayor said he had endeavoured to arrange a meeting, but it happened to be during the week of Mr Clark's arrival, and Mr Harman was very busily engaged at the time. xyxy=(164,908,313,943)
ad-line: THE SALE xyxy=(1009,1294,1058,1305)
ad-title: STATIONERY xyxy=(959,1097,1120,1120)
paragraph: A clause of the Inspector's report referred to the conduct of a cabman named John Murphy, who was fined 20s for making a charge of 1s, and eventually it was determined to give the man a notice that on the very next occasion of a complaint being made against him, his license would be cancelled for ever. xyxy=(323,1102,472,1160)
paragraph: Clauses 1, 2, and 3 of the report were approved. xyxy=(173,592,313,602)
paragraph: Tradesmen's Handicap—50 sovs. Nomination, 1 sov; acceptance 1 sov. Distance, 1¼ mile. Winner of N.O.T.C.H. to carry penalty of 5lbs. xyxy=(800,636,949,662)
paragraph: In reply to Cr. Ick, the Mayor said that if Mr Cuff would stay out of Court he, as one member of the Council, would be quite prepared to leave the objections in Mr Mellish's hands. xyxy=(164,159,313,193)
paragraph: Leaving the window, she sprang to the door. Her lamp was not suitable for carrying, she would not stay to light a taper—she knew every stair well. But she was awkward at the fastenings of the front door, and could not undo them in the dark, so ran into the kitchen. The cook, sitting up in obedience to her orders, was fast asleep and snoring. A large fire burnt in the grate, and two candles were alight on the ironing board beneath the window, one of them guttering down. Extravagance will be wasteful. xyxy=(800,1034,949,1124)
paragraph: Mr George Harper applied for probate herein to Mary Jane Rowe, as sole executrix of the deceased. xyxy=(482,449,631,475)
paragraph: Beautiful weather favored the N.O.J.C. for their annual gathering. There was a very numerous attendance, and the racing was fair throughout, though there was a lot of mere twaddle, and the length of time between the various events was absurd. Racing commenced at twelve, and it was after five before the horses were saddled for the Tradesmen's Handicap. Ariel and Blue Peter were the favorites for the big race, but Mariform was also supported, and Fishhook had a few friends. For the Tradesmen's, Titania and Fryal Play were most fancied. Isaac Walton being also-tabbed. Of the other events were of merely local interest. The following is a summary of the results:— xyxy=(800,105,949,219)
story-author: By the Author of "East Lynne." xyxy=(828,781,921,791)
ad-number: 801 xyxy=(1097,1483,1108,1493)
paragraph: Mr Garrick submitted that the plaintiffs had no power to show the statutory power which had been exercised by the gentlemen signing the license which they set up as their title. The plaintiff should have set out the statute under which the Commissioners were authorised to deal with the waste lands of the Crown within the Province of Canterbury. Nor was there anything to show that there were waste lands of the Crown. What should have been done was to set out that they were waste lands, and that under certain regulations the Commissioners, in pursuance of powers vested in them, had issued a license to occupy, which would then be a fair title. It must be remembered that the plaintiffs alleged that they were entitled under the license to occupy. They did not claim to be possessors in fee. Upon supposing that the licensee by reason of the sale and grant of the plaintiffs claimed, until they had entered into possession, which was not alleged, they had no right to take steps for ejectment. As regarded the transfer from W. S. Robison through the Bank of N.S.W., he should contend that it was no evidence of title. The amended Land Transfer Act was passed in order to facilitate the registration of land which had not been Crown granted, and provided for the provisional registration of such land by the production of receipts for purchase. He submitted under section 3 of that Act that the endorsement on the license to occupy did not comply with the provisions of the Act as regarded receipts. As the plaintiffs had not alleged that the commissioners had power to issue the license, no receipt, as required by the Act, had been, he submitted, placed before the District Land Registrar. The endorsements on the license to occupy by the District Land Registrar, which would, if the document were properly set out and proved as a title, have had all the effect the plaintiffs xyxy=(482,1246,631,1562)
ad-line: GENERAL DRAPERY ESTABLISHMENT, xyxy=(964,994,1103,1004)
paragraph: 'Mrs Beecher's, no! What should bring him at Mrs Beecher's! He must have come direct from Portsmouth.' xyxy=(800,1331,949,1357)
ad-ballin-brothers xyxy=(959,853,1108,970)
paragraph: "4. That the necessary steps be taken under clause 21 of the M.C. Act, 1876, to give effect to the foregoing resolution." xyxy=(323,1306,472,1332)
paragraph: Mr Thomas contended that the Resident Magistrate should have so worded his decision as to leave the onus of proof on the Town Clerk. xyxy=(641,1011,790,1037)
paragraph: His Honor should refuse the application. xyxy=(650,1124,769,1134)
ad-number: 163 xyxy=(1097,1332,1108,1342)
paragraph: 'The gates cannot be fast,' returned Mrs Ordie, 'and it is foolish of you to persist in saying so—only to uncomfortable me unnecessarily.' xyxy=(959,328,1108,354)
paragraph: The Premier's Sentimental Mood.—In the after-dinner speech at Greymouth Sir George Grey said:—"He found a difficulty in sufficiently expressing his admiration of the energy and courage which was betrayed in every spirit and enterprise of this district, driven by the inhabitants of this district. How often he might term his golden children." The children applauded their golden-not verse seriously. At Kumara he promised the people a Hospital. Further he said:—"I must express my gratitude to Providence for having allowed me to see the sight I have witnessed this day—a sight which you must all feel proud of; that here in a country that was utterly unpopulated and densely covered with forest, a town has sprung up in such a short time, inhabited by people who have not fled from civilisation, but have brought civilisation with them, bringing all their home comforts about them, and establishing what I believe has never before been seen in so short a period of time, a town possessing every element of prosperity, and everything that can attach men to their homes, a town not inhabited by semi-barbarous miners, but by bands of families, and owners of happy homes." Coming from any one else in the colony such stuff would be called rubbish and twaddle. xyxy=(6,457,155,668)
paragraph: Cr. Pratt moved—"That Mr Huddleston, or some other competent valuer, be employed as expert to represent the Council at the Assessment Court." xyxy=(6,1418,155,1452)
paragraph: 'I will,' said Mrs Ordie, anxious to convict Martha to her face. 'It is an utter impossibility that Captain Ordie can have come in without a key. He would spike his hands on the top of them; he would not attempt to do it. He would have rung the bell.' xyxy=(959,368,1108,419)
paragraph: 'But he must have come to the door here from the Beechers',' continued the servant, 'he couldn't have come any other way. The gates are locked, ma'am.' xyxy=(800,1355,949,1390)
paragraph: Novel Race—10 sovs. Winner to be sold immediately after the race, and the whole of the proceeds to go to the race fund. Distance, 1¼ mile. xyxy=(800,579,949,605)
paragraph: Cr. Briggs did not understand the idea of special pleading. The valuer had stated his intention publicly of opposing the objections made by the Council, and it would only be justice to the ratepayers to have an expert to defend or submit the valuations as might be found necessary. It should be known that many persons who had received the notices had expressed their intention of allowing the objection. xyxy=(6,1346,155,1420)
paragraph: Order made—Appeal discharged. xyxy=(650,1196,749,1206)
section-date: Oamaru, March 11. xyxy=(845,96,904,105)
paragraph: Cr. Ick said a resolution of this kind had already been passed by the Council. He thought that one preventative would be compelling property holders to cut off all branches of trees overhanging the footpaths. The fallen leaves at this time of the year were a great cause of obstructing the channels. xyxy=(323,1002,473,1060)
paragraph: The libel case against George Jones came on to-day. Mr Haggitt opened for the prosecution, and Messrs Rees and Blakey for defendant. The indictment set out that George Jones, of Oamaru, journalist, was indicted for that he unlawfully, wickedly, and maliciously, intending to injure, vilify, and prejudice one Frederick Whitaker, and to deprive him of his good name, fame, credit, and reputation, and to bring him into public contempt, scandal, infamy, and disgrace, on August 13th, 1877, unlawfully, wickedly, and maliciously did write and publish, and cause and procure to be written and published a false, scandalous, malicious, and defamatory libel, containing divers false, scandalous, malicious, and defamatory matters and things of and concerning the said Frederick Whitaker, who on the day and year aforesaid held and filled the office of Attorney-General for the colony of New Zealand, and of and concerning his connection with a certain bill, then already prepared and intended to be introduced by the said Frederick Whitaker in the House of Representatives of the said colony of New Zealand, initialed an Act to amend and consolidate the law relating to the Native Land Court, the said libel being in the form and words following, that is to say:—[Here follows the alleged libel.] The said George Jones knowing the said libel to be false, to the great damage, scandal, and disgrace of the said Fredk. Whitaker. xyxy=(641,1254,790,1498)
ad-title: BALLIN BROTHERS, xyxy=(959,853,1108,868)
paragraph: After some remarks it was decided to leave the matter in the hands of the finance committee. xyxy=(164,941,313,959)
paragraph: Cr. Radcliffe said it was a very important matter running tramways along the streets, but if the citizens were agreeable that was all that was necessary. xyxy=(323,328,472,362)
column-rule xyxy=(795,32,796,1582)
paragraph: North Otago Turf Club Handicap of 200 sovs., with a sweep of 5 sovs. Second horse to receive 20 sovs.; third horse, 10 sovs., out of the stakes. The winner of any advertised handicap stake of £100, to carry 5lb; £200, to carry 7lb; £300, after the declaration of the weights, to carry 10lb; over £500, to carry 14lb extra; penalties not to be accumulative. 1½ mile. Nomination, 3 sovs. xyxy=(800,394,949,461)
paragraph: 'I know what it is,' cried Mrs Ordie, briskly. 'He has never been here before; and finding the door was not immediately opened to him, has gone on to Mr Beecher's, thinking this the wrong house.' xyxy=(959,127,1108,161)
paragraph: In this case Messrs Ford and Newton were plaintiffs, and John Cramond defendant. The plaintiffs claimed to be occupiers of a certain section of the waste lands of the Crown situate under a license issued to one William Smith Robison of Christchurch by the Commissioners of the Waste Lands Board. The section was transferred by the license to the said William Smith Robison, through the Bank of New South Wales. The declaration of the plaintiffs went on to allege that the defendant was in unlawful occupation of a portion of the said section. The defendant demurred to the declaration upon the grounds that the license to occupy did not confer a legal title, that it had not been alleged upon what authority the said license had been issued, nor did it appear that the plaintiffs had any title or interest in the parcel of land referred to. xyxy=(482,675,631,821)
paragraph: Lady Anne and Nelly also ran. xyxy=(809,241,899,251)
subsection-heading: BARBADOES STREET CONTRACT. xyxy=(339,612,456,622)
paragraph: The Court then rose. xyxy=(650,1204,710,1214)
paragraph: After further remarks, the Mayor said that Cr. Ick should have made his objection before he spoke to the motion, but if he wished to insist on the point raised he must take the responsibility of doing so. He might mention that the expert if employed would not be asked to bolster up any case. He would go through the roll, and if he advised certain objections being abandoned, his advice would be carried out, and the persons interested would receive a notice to that effect. xyxy=(164,47,313,129)
section-date: Monday, March 11. xyxy=(52,1216,109,1226)
ad-line: MANCHESTER HOUSE, xyxy=(992,1003,1075,1013)
paragraph: His Honor desired to see what was the nature of the title under the regulations. xyxy=(482,1230,631,1248)
paragraph: 'What!' cried the woman, starting up in affright, and evidently forgetting where she was. 'Who's come, ma'am?' xyxy=(800,1138,949,1164)
paragraph: "2. That the boundaries of such wards be delineated by lines drawn from Antigua street to the East town belt, and from the North to the South town belts through Colombo street. xyxy=(323,1257,472,1292)
paragraph: 'Gone to the other gate, Martha.' xyxy=(968,562,1063,572)
paragraph: Isaac Walton, Blue Peter, and Cracroft also ran. xyxy=(809,684,948,694)
subsection-heading: EXCHARGE BY A CABMAN. xyxy=(350,1093,445,1103)
section-heading-north-otago-races: NORTH OTAGO RACES. xyxy=(824,54,925,64)
section-heading-literature: LITERATURE. xyxy=(832,751,917,764)
column-rule xyxy=(636,32,637,1582)
paragraph: The Mayor asked Cr. Jameson, as one of the committee appointed to meet the representatives of the Canterbury Tramways Co., to state the conditions that had been mutually agreed upon. xyxy=(164,1201,313,1235)
paragraph: Fishhook had the worst of an indifferent start, and Blue Peter and Marifama afterwards led until it came to racing, when Dan O'Brien took Fishhook along. There was a race down the turn, but from that out the issue was narrowed to a match between the two top weights, and Ariel won a good race home by a neck. Time—3min. 16secs. xyxy=(800,523,949,581)
section-heading-in-banco: IN BANCO. xyxy=(528,628,585,640)
paragraph: Order made, assessment of damages to be heard before a jury at next circuit sittings of the Court. xyxy=(482,413,631,440)
paragraph: Cr. Jameson said he would give notice at a later stage that the whole matter be considered at the next meeting of the Council. xyxy=(323,546,472,572)
masthead: THE GLOBE, TUESDAY, MARCH 12, 1878. xyxy=(334,0,780,25)
paragraph: 'I was certain about its being locked, ma'am. And that's why I say it must be fancy.' xyxy=(959,497,1108,515)
paragraph: This was a case in which probate was asked for by the executor, who was in England. His Honor now delivered judgment to the effect that this was no doubt a very proper case for the nature of the affidavits, receive probate. The only way in which it could be done was for the executor to send a fresh power of attorney, accompanied by an exemplification of the will. The attorney of the executor of this will, having obtained probate in England, had no power to obtain probate in New Zealand. He had consulted with his brother Judges, and they were unanimous in agreeing that the very nature of the case prevented the executor complying with one of the rules as to affidavits. xyxy=(482,147,631,262)
